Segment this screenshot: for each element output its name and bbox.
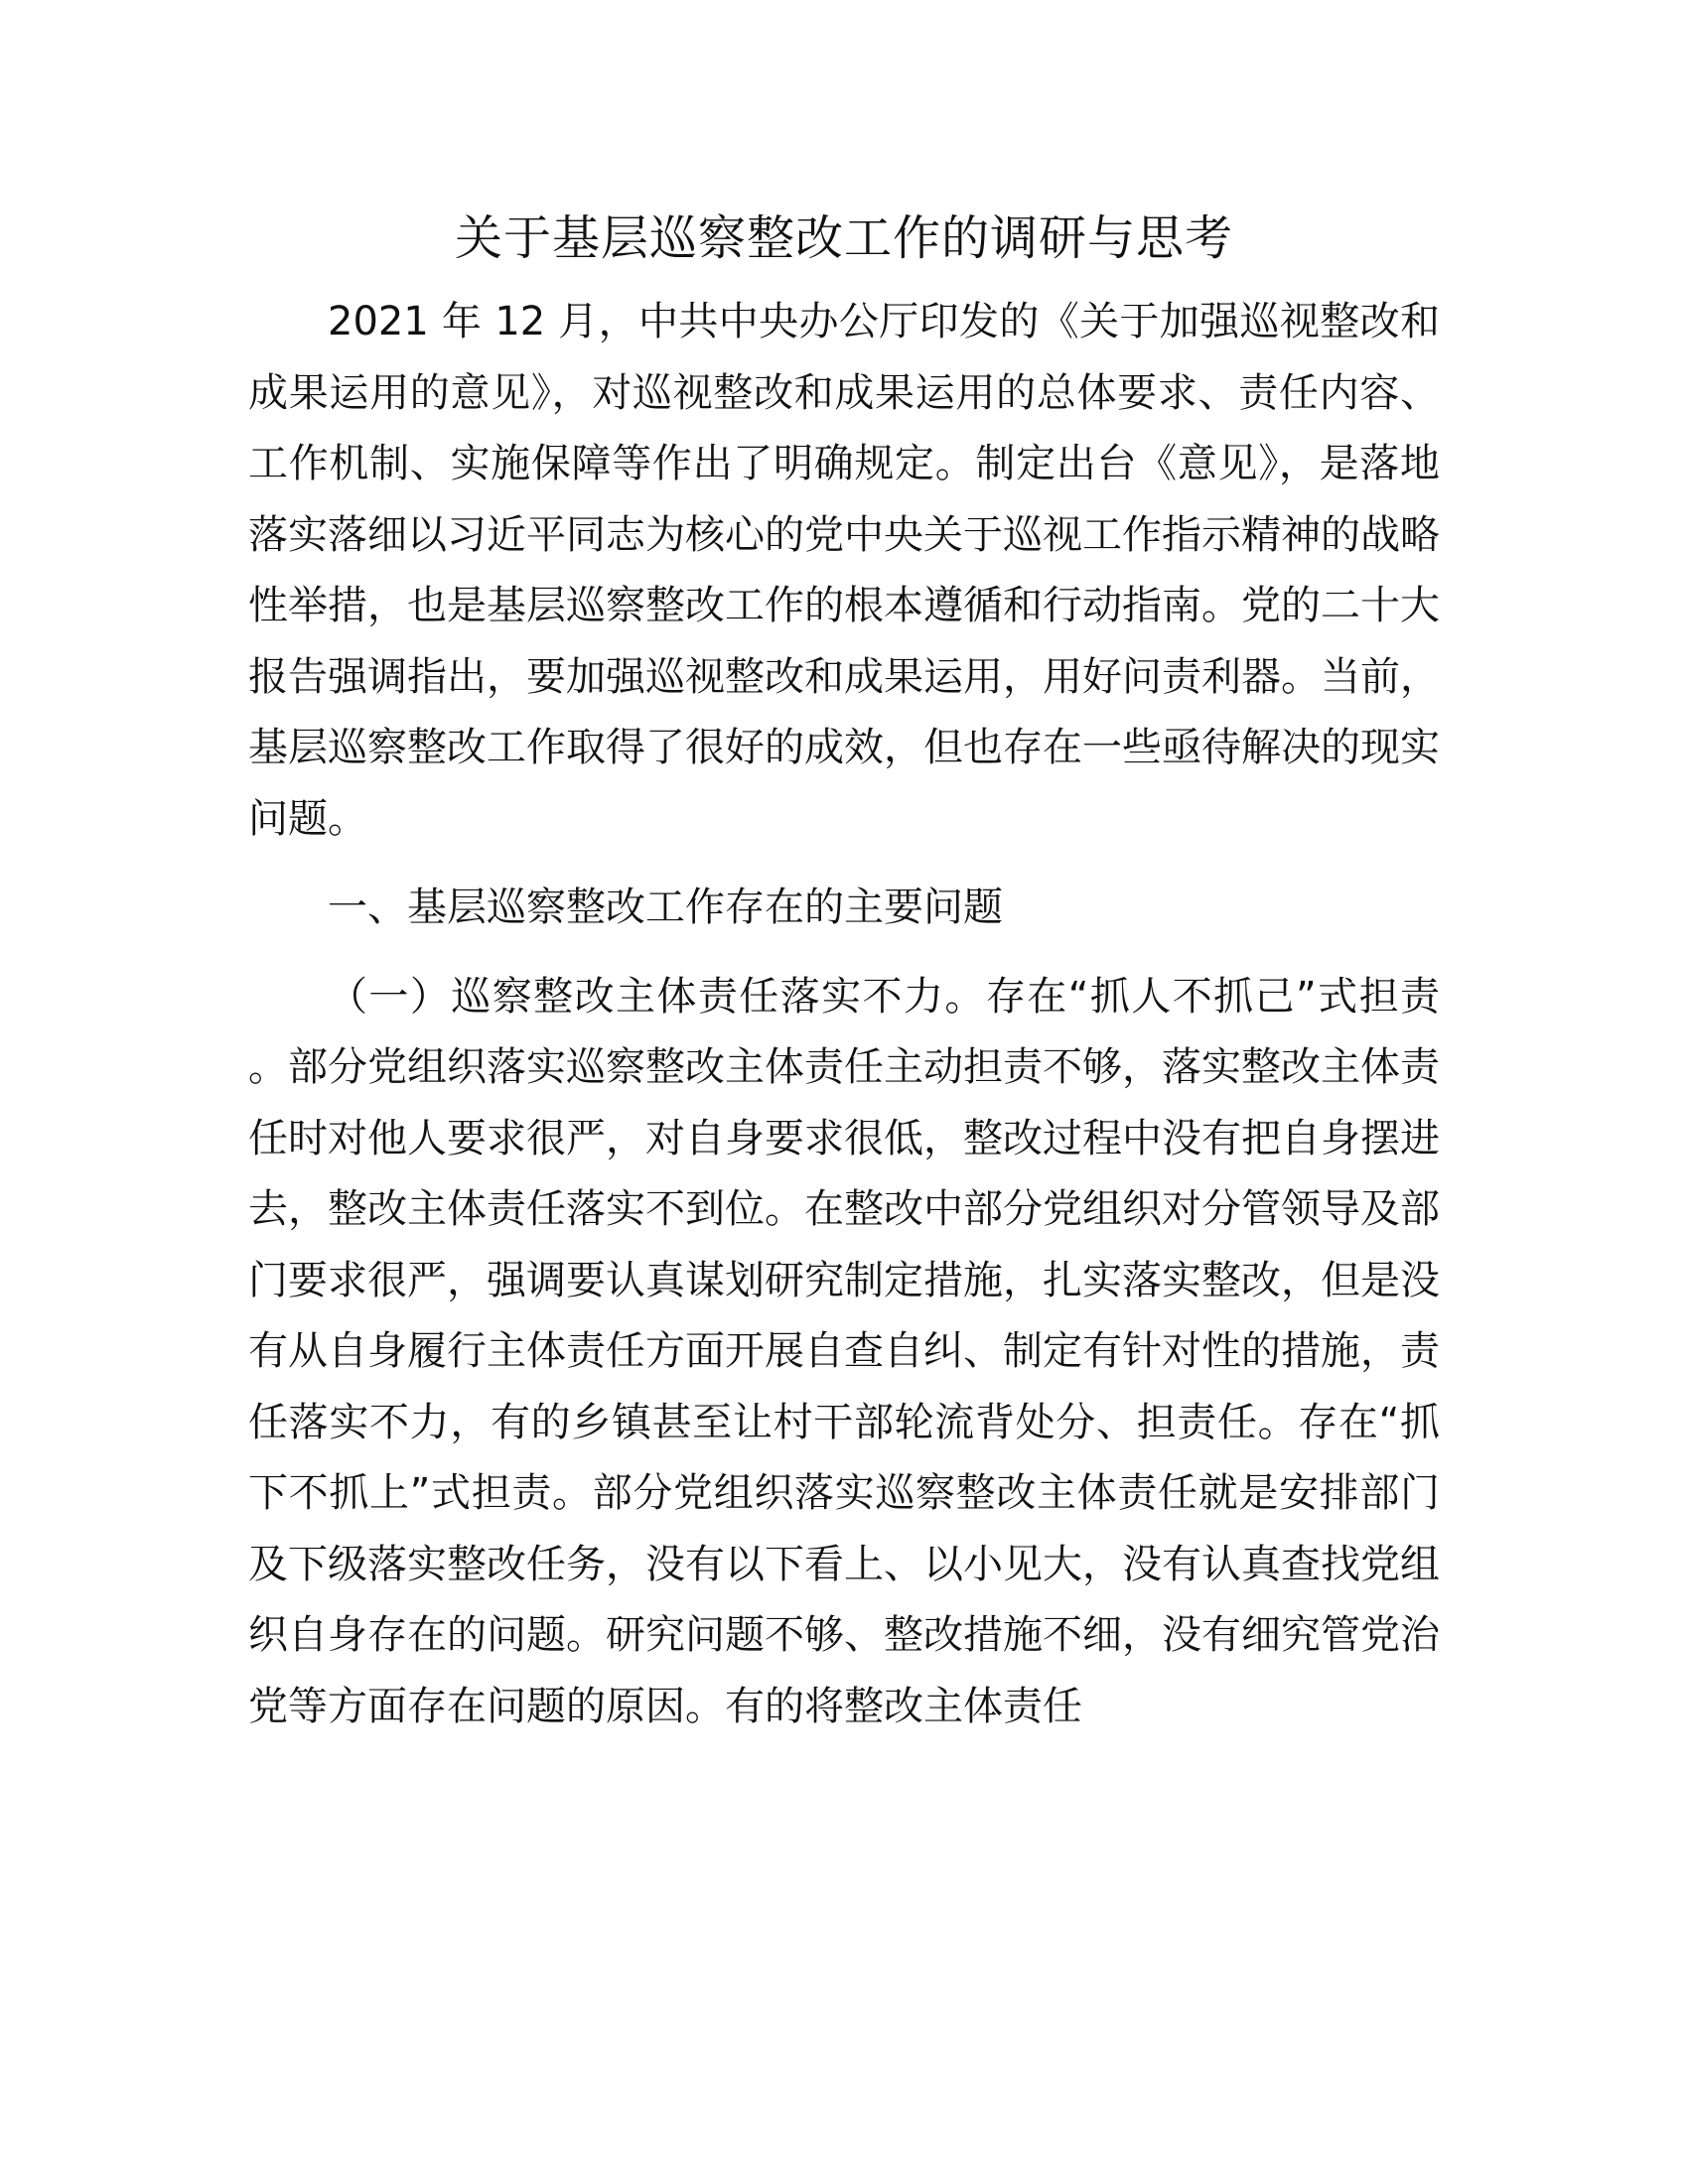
document-page xyxy=(248,204,1440,1742)
intro-paragraph: 2021 年 12 月，中共中央办公厅印发的《关于加强巡视整改和成果运用的意见》，对巡视整改和成果运用的总体要求、责任内容、工作机制、实施保障等作出了明确规定。制定出台《意见》，是落地落实落细以习近平同志为核心的党中央关于巡视工作指示精神的战略性举措，也是基层巡察整改工作的根本遵循和行动指南。党的二十大报告强调指出，要加强巡视整改和成果运用，用好问责利器。当前，基层巡察整改工作取得了很好的成效，但也存在一些亟待解决的现实问题。 xyxy=(248,299,1440,842)
body-paragraph: （一）巡察整改主体责任落实不力。存在“抓人不抓己”式担责。部分党组织落实巡察整改主体责任主动担责不够，落实整改主体责任时对他人要求很严，对自身要求很低，整改过程中没有把自身摆进去，整改主体责任落实不到位。在整改中部分党组织对分管领导及部门要求很严，强调要认真谋划研究制定措施，扎实落实整改，但是没有从自身履行主体责任方面开展自查自纠、制定有针对性的措施，责任落实不力，有的乡镇甚至让村干部轮流背处分、担责任。存在“抓下不抓上”式担责。部分党组织落实巡察整改主体责任就是安排部门及下级落实整改任务，没有以下看上、以小见大，没有认真查找党组织自身存在的问题。研究问题不够、整改措施不细，没有细究管党治党等方面存在问题的原因。有的将整改主体责任 xyxy=(248,973,1440,1729)
document-title: 关于基层巡察整改工作的调研与思考 xyxy=(454,210,1233,266)
section-heading: 一、基层巡察整改工作存在的主要问题 xyxy=(328,885,1003,930)
